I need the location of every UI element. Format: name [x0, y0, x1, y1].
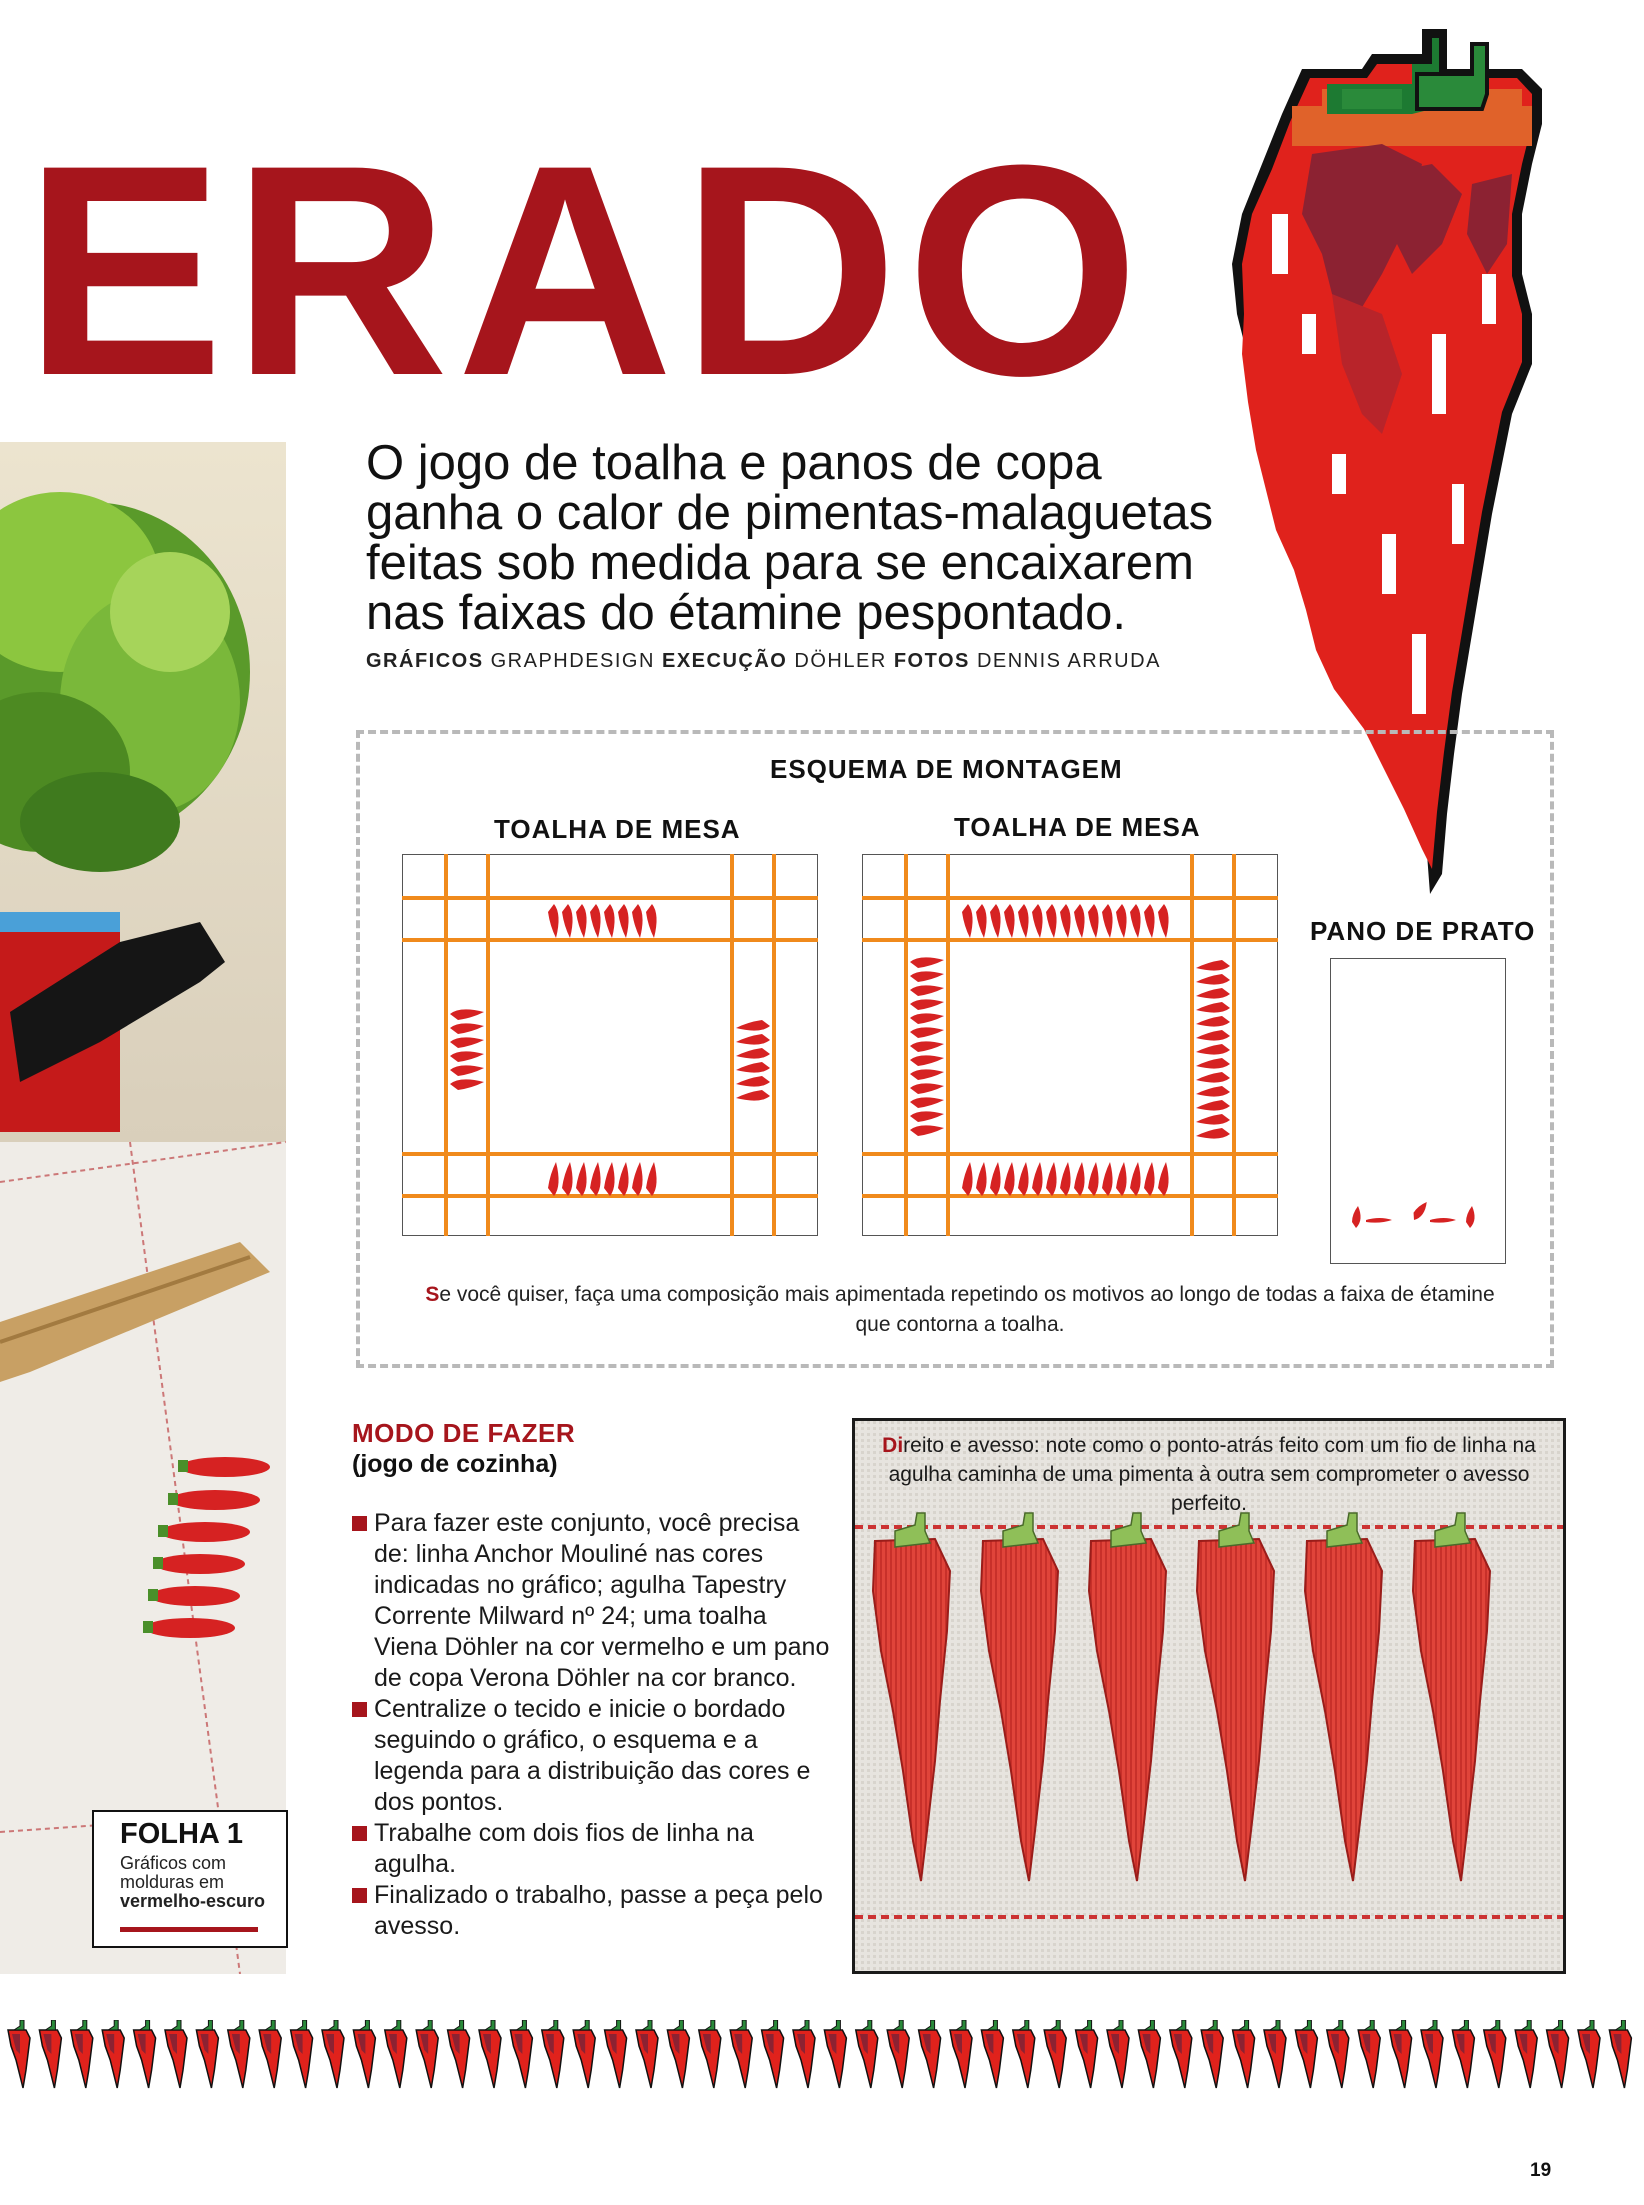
note-dropcap: S: [425, 1283, 440, 1306]
caption-dropcap: Di: [882, 1434, 904, 1457]
schema-note: [420, 1280, 1500, 1340]
border-pepper-icon: [667, 2020, 689, 2088]
embroidery-photo: [852, 1418, 1566, 1974]
border-pepper-icon: [510, 2020, 532, 2088]
border-pepper-icon: [479, 2020, 501, 2088]
border-pepper-icon: [1107, 2020, 1129, 2088]
border-pepper-icon: [385, 2020, 407, 2088]
instruction-step: Centralize o tecido e inicie o bordado seguindo o gráfico, o esquema e a legenda para a distribuição das cores e dos pontos.: [352, 1694, 832, 1818]
credit-name: DÖHLER: [794, 650, 887, 672]
credits-line: [366, 650, 1161, 673]
instruction-step: Para fazer este conjunto, você precisa de: linha Anchor Mouliné nas cores indicadas no gráfico; agulha Tapestry Corrente Milward nº 24; uma toalha Viena Döhler na cor vermelho e um pano de copa Verona Döhler na cor branco.: [352, 1508, 832, 1694]
border-pepper-icon: [416, 2020, 438, 2088]
chili-pepper-border: [0, 2020, 1644, 2094]
folha-title: FOLHA 1: [120, 1818, 243, 1850]
border-pepper-icon: [605, 2020, 627, 2088]
border-pepper-icon: [981, 2020, 1003, 2088]
diagram-3-title: PANO DE PRATO: [1310, 916, 1536, 946]
instruction-step: Finalizado o trabalho, passe a peça pelo avesso.: [352, 1880, 832, 1942]
border-pepper-icon: [39, 2020, 61, 2088]
border-pepper-icon: [887, 2020, 909, 2088]
embroidery-caption: [855, 1431, 1563, 1518]
folha-color-bar: [120, 1927, 258, 1932]
credit-name: DENNIS ARRUDA: [976, 650, 1161, 672]
credit-role: GRÁFICOS: [366, 650, 484, 672]
border-pepper-icon: [1170, 2020, 1192, 2088]
credit-role: EXECUÇÃO: [662, 650, 788, 672]
folha-description: [120, 1854, 286, 1911]
border-pepper-icon: [102, 2020, 124, 2088]
folha-desc-text: Gráficos com molduras em: [120, 1853, 227, 1892]
border-pepper-icon: [699, 2020, 721, 2088]
border-pepper-icon: [824, 2020, 846, 2088]
border-pepper-icon: [1044, 2020, 1066, 2088]
border-pepper-icon: [950, 2020, 972, 2088]
border-pepper-icon: [1327, 2020, 1349, 2088]
border-pepper-icon: [1609, 2020, 1631, 2088]
border-pepper-icon: [1076, 2020, 1098, 2088]
instructions-list: [352, 1508, 832, 1942]
border-pepper-icon: [730, 2020, 752, 2088]
border-pepper-icon: [636, 2020, 658, 2088]
border-pepper-icon: [1201, 2020, 1223, 2088]
border-pepper-icon: [1578, 2020, 1600, 2088]
note-text: e você quiser, faça uma composição mais apimentada repetindo os motivos ao longo de todas a faixa de étamine que contorna a toalha.: [439, 1283, 1495, 1336]
border-pepper-icon: [71, 2020, 93, 2088]
instruction-step: Trabalhe com dois fios de linha na agulha.: [352, 1818, 832, 1880]
diagram-1-title: TOALHA DE MESA: [494, 814, 741, 844]
caption-text: reito e avesso: note como o ponto-atrás feito com um fio de linha na agulha caminha de uma pimenta à outra sem comprometer o avesso perfeito.: [888, 1434, 1536, 1515]
kitchen-photo: [0, 442, 286, 1974]
folha-box: [92, 1810, 288, 1948]
border-pepper-icon: [1484, 2020, 1506, 2088]
border-pepper-icon: [165, 2020, 187, 2088]
border-pepper-icon: [573, 2020, 595, 2088]
tablecloth-diagram-2: [862, 854, 1278, 1236]
border-pepper-icon: [1233, 2020, 1255, 2088]
border-pepper-icon: [919, 2020, 941, 2088]
border-pepper-icon: [1138, 2020, 1160, 2088]
border-pepper-icon: [1358, 2020, 1380, 2088]
border-pepper-icon: [196, 2020, 218, 2088]
instructions-subtitle: (jogo de cozinha): [352, 1450, 558, 1478]
border-pepper-icon: [1515, 2020, 1537, 2088]
border-pepper-icon: [1547, 2020, 1569, 2088]
intro-paragraph: O jogo de toalha e panos de copa ganha o calor de pimentas-malaguetas feitas sob medida para se encaixarem nas faixas do étamine pespontado.: [366, 436, 1214, 640]
border-pepper-icon: [448, 2020, 470, 2088]
border-pepper-icon: [1013, 2020, 1035, 2088]
dish-towel-diagram: [1330, 958, 1506, 1264]
credit-role: FOTOS: [893, 650, 970, 672]
border-pepper-icon: [353, 2020, 375, 2088]
tablecloth-diagram-1: [402, 854, 818, 1236]
border-pepper-icon: [322, 2020, 344, 2088]
border-pepper-icon: [1390, 2020, 1412, 2088]
folha-emphasis: vermelho-escuro: [120, 1891, 266, 1911]
headline: ERADO: [24, 102, 1148, 438]
border-pepper-icon: [762, 2020, 784, 2088]
border-pepper-icon: [1264, 2020, 1286, 2088]
border-pepper-icon: [8, 2020, 30, 2088]
border-pepper-icon: [228, 2020, 250, 2088]
credit-name: GRAPHDESIGN: [490, 650, 655, 672]
border-pepper-icon: [134, 2020, 156, 2088]
border-pepper-icon: [793, 2020, 815, 2088]
border-pepper-icon: [291, 2020, 313, 2088]
border-pepper-icon: [856, 2020, 878, 2088]
instructions-title: MODO DE FAZER: [352, 1418, 576, 1448]
border-pepper-icon: [1452, 2020, 1474, 2088]
diagram-2-title: TOALHA DE MESA: [954, 812, 1201, 842]
border-pepper-icon: [259, 2020, 281, 2088]
schema-title: ESQUEMA DE MONTAGEM: [770, 754, 1123, 784]
border-pepper-icon: [1295, 2020, 1317, 2088]
border-pepper-icon: [1421, 2020, 1443, 2088]
page-number: 19: [1530, 2160, 1552, 2181]
border-pepper-icon: [542, 2020, 564, 2088]
